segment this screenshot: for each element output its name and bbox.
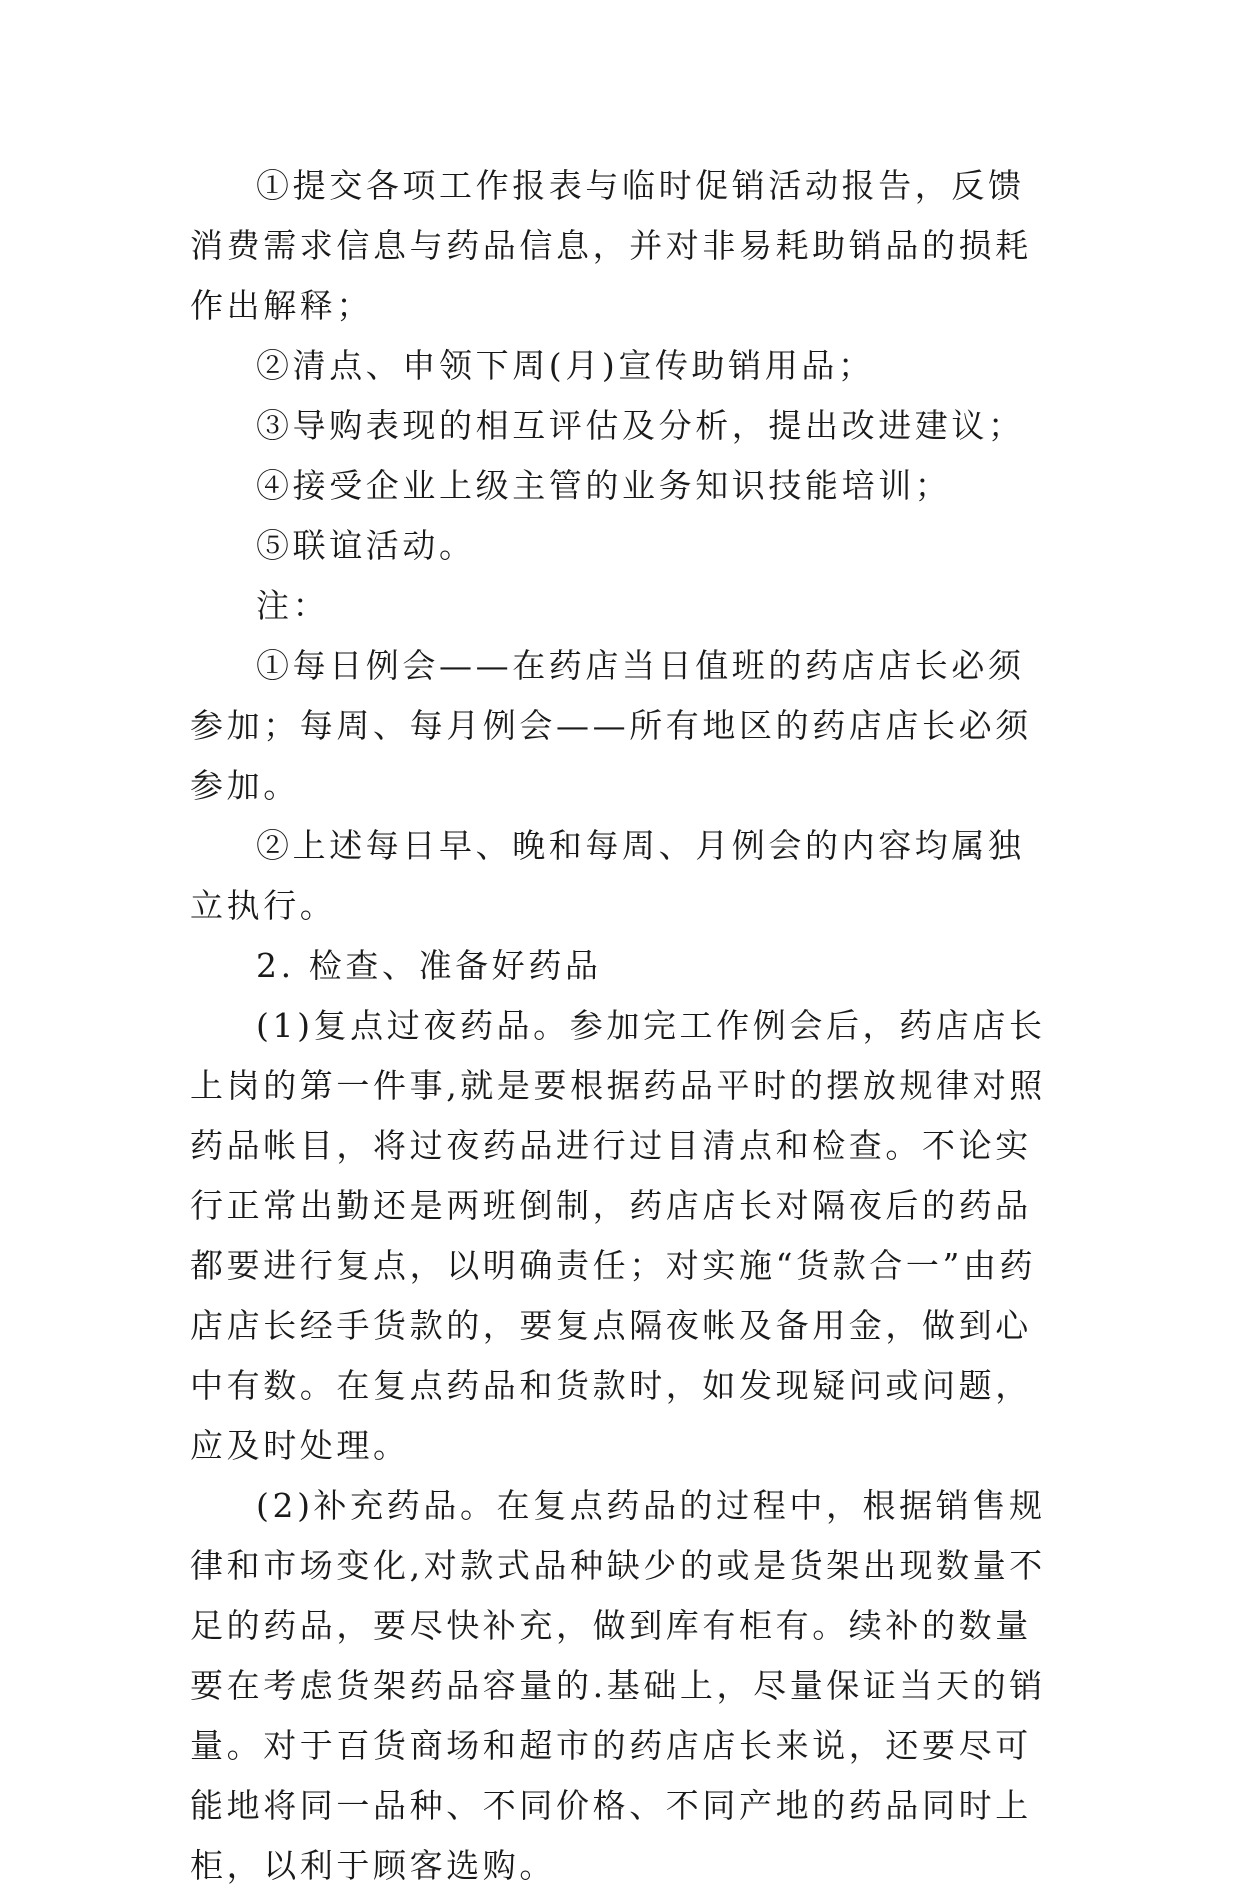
section-heading-check-prepare: 2. 检查、准备好药品 bbox=[256, 946, 602, 985]
paragraph-recount-overnight: (1)复点过夜药品。参加完工作例会后，药店店长上岗的第一件事,就是要根据药品平时的摆放规律对照药品帐目，将过夜药品进行过目清点和检查。不论实行正常出勤还是两班倒制，药店店长对隔夜后的药品都要进行复点，以明确责任；对实施“货款合一”由药店店长经手货款的，要复点隔夜帐及备用金，做到心中有数。在复点药品和货款时，如发现疑问或问题，应及时处理。 bbox=[190, 1006, 1046, 1465]
paragraph-promo-supplies: ②清点、申领下周(月)宣传助销用品； bbox=[256, 346, 875, 385]
paragraph-training: ④接受企业上级主管的业务知识技能培训； bbox=[256, 466, 952, 505]
paragraph-restock: (2)补充药品。在复点药品的过程中，根据销售规律和市场变化,对款式品种缺少的或是货架出现数量不足的药品，要尽快补充，做到库有柜有。续补的数量要在考虑货架药品容量的.基础上，尽量保证当天的销量。对于百货商场和超市的药店店长来说，还要尽可能地将同一品种、不同价格、不同产地的药品同时上柜，以利于顾客选购。 bbox=[190, 1486, 1046, 1885]
document-body bbox=[190, 156, 1060, 1896]
note-independent-execution: ②上述每日早、晚和每周、月例会的内容均属独立执行。 bbox=[190, 826, 1025, 925]
paragraph-social-activity: ⑤联谊活动。 bbox=[256, 526, 476, 565]
note-heading: 注： bbox=[256, 586, 330, 625]
paragraph-evaluation: ③导购表现的相互评估及分析，提出改进建议； bbox=[256, 406, 1025, 445]
note-meeting-attendance: ①每日例会——在药店当日值班的药店店长必须参加；每周、每月例会——所有地区的药店店长必须参加。 bbox=[190, 646, 1032, 805]
paragraph-report-submission: ①提交各项工作报表与临时促销活动报告，反馈消费需求信息与药品信息，并对非易耗助销品的损耗作出解释； bbox=[190, 166, 1032, 325]
